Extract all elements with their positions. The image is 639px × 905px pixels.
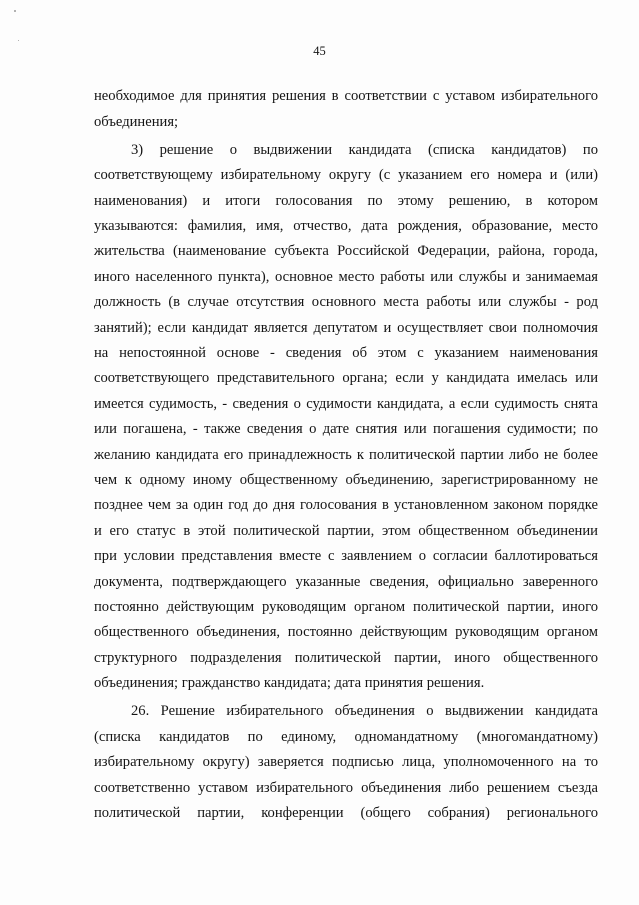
text-line: соответствующего представительного органа; если у кандидата имелась или — [94, 370, 598, 386]
text-line: общественного объединения, постоянно действующим руководящим органом — [94, 624, 598, 640]
text-line: или погашена, - также сведения о дате снятия или погашения судимости; по — [94, 421, 598, 437]
text-line: позднее чем за один год до дня голосования в установленном законом порядке — [94, 497, 598, 513]
scan-speck — [14, 10, 16, 12]
text-line: политической партии, конференции (общего собрания) регионального — [94, 805, 598, 821]
text-line: на непостоянной основе - сведения об этом с указанием наименования — [94, 345, 598, 361]
text-line: (списка кандидатов по единому, одномандатному (многомандатному) — [94, 729, 598, 745]
text-line: имеется судимость, - сведения о судимости кандидата, а если судимость снята — [94, 396, 598, 412]
text-line: 3) решение о выдвижении кандидата (списка кандидатов) по — [131, 142, 598, 158]
text-line: необходимое для принятия решения в соответствии с уставом избирательного — [94, 88, 598, 104]
text-line: соответственно уставом избирательного объединения либо решением съезда — [94, 780, 598, 796]
text-line: иного населенного пункта), основное место работы или службы и занимаемая — [94, 269, 598, 285]
text-line: должность (в случае отсутствия основного места работы или службы - род — [94, 294, 598, 310]
text-line: избирательному округу) заверяется подписью лица, уполномоченного на то — [94, 754, 598, 770]
text-line: при условии представления вместе с заявлением о согласии баллотироваться — [94, 548, 598, 564]
text-line: объединения; гражданство кандидата; дата принятия решения. — [94, 675, 485, 691]
scan-speck — [18, 40, 19, 41]
text-line: документа, подтверждающего указанные сведения, официально заверенного — [94, 574, 598, 590]
text-line: соответствующему избирательному округу (с указанием его номера и (или) — [94, 167, 598, 183]
text-line: объединения; — [94, 114, 179, 130]
text-line: 26. Решение избирательного объединения о выдвижении кандидата — [131, 703, 598, 719]
text-line: структурного подразделения политической партии, иного общественного — [94, 650, 598, 666]
text-line: и его статус в этой политической партии, этом общественном объединении — [94, 523, 598, 539]
text-line: жительства (наименование субъекта Российской Федерации, района, города, — [94, 243, 598, 259]
text-line: постоянно действующим руководящим органом политической партии, иного — [94, 599, 598, 615]
text-line: чем к одному иному общественному объединению, зарегистрированному не — [94, 472, 598, 488]
page-number: 45 — [313, 44, 326, 58]
text-line: занятий); если кандидат является депутатом и осуществляет свои полномочия — [94, 320, 598, 336]
text-line: желанию кандидата его принадлежность к политической партии либо не более — [94, 447, 598, 463]
text-line: указываются: фамилия, имя, отчество, дата рождения, образование, место — [94, 218, 598, 234]
text-line: наименования) и итоги голосования по этому решению, в котором — [94, 193, 598, 209]
